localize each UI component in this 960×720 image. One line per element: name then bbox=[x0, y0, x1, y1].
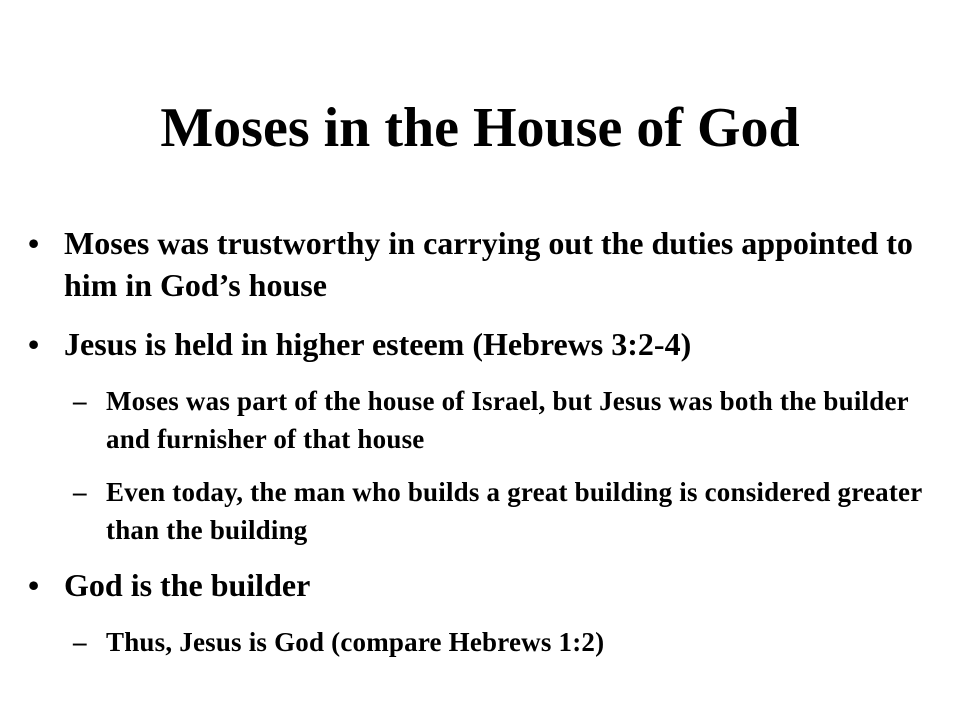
bullet-marker: • bbox=[28, 326, 40, 362]
slide-content bbox=[28, 222, 940, 676]
sub-bullet-item bbox=[28, 382, 940, 458]
bullet-item bbox=[28, 564, 940, 606]
bullet-text: God is the builder bbox=[64, 567, 311, 603]
sub-bullet-marker: – bbox=[73, 627, 87, 657]
sub-bullet-item bbox=[28, 623, 940, 661]
bullet-text: Moses was trustworthy in carrying out the duties appointed to him in God’s house bbox=[64, 225, 913, 303]
slide-title: Moses in the House of God bbox=[160, 97, 800, 159]
bullet-item bbox=[28, 323, 940, 365]
bullet-marker: • bbox=[28, 225, 40, 261]
sub-bullet-marker: – bbox=[73, 477, 87, 507]
bullet-text: Jesus is held in higher esteem (Hebrews 3:2-4) bbox=[64, 326, 692, 362]
bullet-marker: • bbox=[28, 567, 40, 603]
sub-bullet-text: Moses was part of the house of Israel, but Jesus was both the builder and furnisher of that house bbox=[106, 386, 909, 454]
sub-bullet-marker: – bbox=[73, 386, 87, 416]
sub-bullet-text: Thus, Jesus is God (compare Hebrews 1:2) bbox=[106, 627, 605, 657]
sub-bullet-item bbox=[28, 473, 940, 549]
sub-bullet-text: Even today, the man who builds a great building is considered greater than the building bbox=[106, 477, 922, 545]
bullet-item bbox=[28, 222, 940, 306]
